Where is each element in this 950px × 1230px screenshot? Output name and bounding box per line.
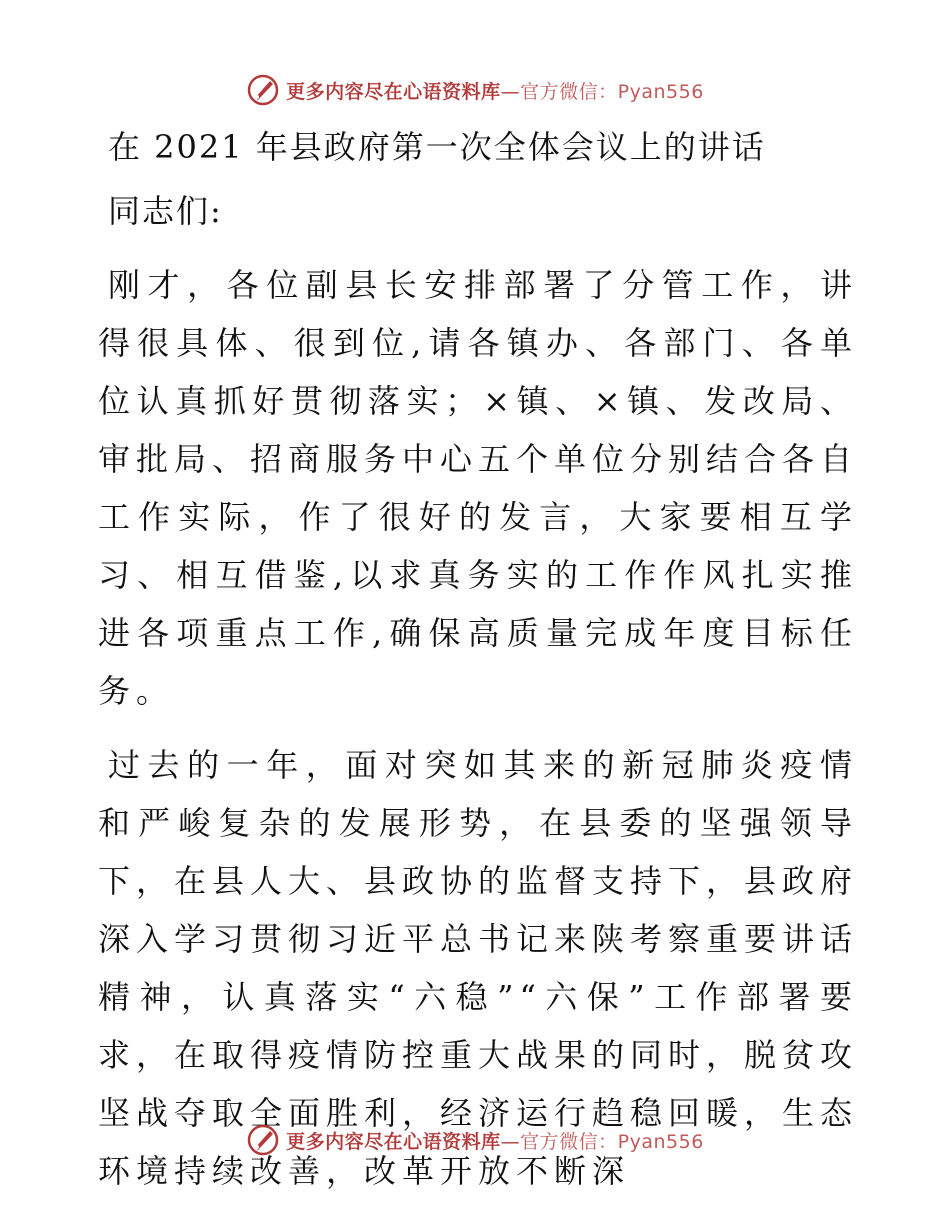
banner-separator: —	[500, 1130, 521, 1153]
quill-pen-logo-icon	[246, 73, 280, 107]
banner-text	[286, 77, 704, 104]
paragraph-1: 刚才，各位副县长安排部署了分管工作，讲得很具体、很到位,请各镇办、各部门、各单位认真抓好贯彻落实；×镇、×镇、发改局、审批局、招商服务中心五个单位分别结合各自工作实际，作了很好的发言，大家要相互学习、相互借鉴,以求真务实的工作作风扎实推进各项重点工作,确保高质量完成年度目标任务。	[98, 266, 859, 710]
document-greeting: 同志们:	[108, 192, 223, 230]
banner-wechat-text: 官方微信：Pyan556	[520, 80, 704, 103]
paragraph-2: 过去的一年，面对突如其来的新冠肺炎疫情和严峻复杂的发展形势，在县委的坚强领导下，在县人大、县政协的监督支持下，县政府深入学习贯彻习近平总书记来陕考察重要讲话精神，认真落实“六稳”“六保”工作部署要求，在取得疫情防控重大战果的同时，脱贫攻坚战夺取全面胜利，经济运行趋稳回暖，生态环境持续改善，改革开放不断深	[98, 746, 859, 1190]
header-banner	[0, 70, 950, 110]
document-body	[98, 118, 858, 1200]
banner-wechat-text: 官方微信：Pyan556	[520, 1130, 704, 1153]
footer-banner	[0, 1120, 950, 1160]
banner-main-text: 更多内容尽在心语资料库	[286, 80, 501, 103]
document-title: 在 2021 年县政府第一次全体会议上的讲话	[108, 128, 766, 166]
banner-main-text: 更多内容尽在心语资料库	[286, 1130, 501, 1153]
banner-text	[286, 1127, 704, 1154]
quill-pen-logo-icon	[246, 1123, 280, 1157]
banner-separator: —	[500, 80, 521, 103]
